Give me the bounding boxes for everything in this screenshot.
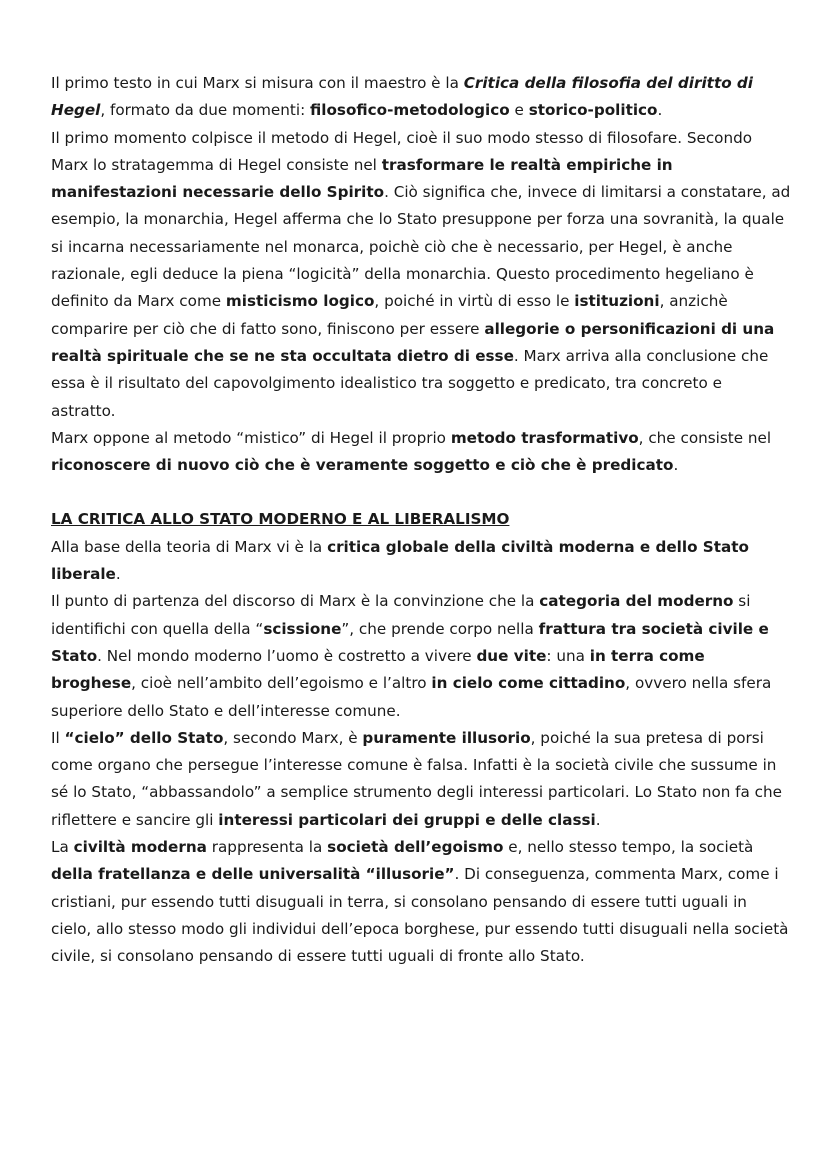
emphasis-text: storico-politico <box>528 101 658 120</box>
text-run: , secondo Marx, è <box>223 728 363 747</box>
paragraph-critique <box>51 534 791 589</box>
emphasis-text: istituzioni <box>574 292 660 311</box>
text-run: , che consiste nel <box>638 428 772 447</box>
emphasis-text: trasformare le realtà empiriche in manifestazioni necessarie dello Spirito <box>51 155 673 202</box>
text-run: La <box>51 838 74 857</box>
emphasis-text: categoria del moderno <box>539 592 734 611</box>
text-run: Alla base della teoria di Marx vi è la <box>51 537 328 556</box>
emphasis-text: riconoscere di nuovo ciò che è veramente soggetto e ciò che è predicato <box>51 456 674 475</box>
text-run: si identifichi con quella della “ <box>51 592 751 638</box>
text-run: Il primo testo in cui Marx si misura con il maestro è la <box>51 74 464 92</box>
text-run: Il punto di partenza del discorso di Marx è la convinzione che la <box>51 592 540 611</box>
text-run: . Ciò significa che, invece di limitarsi a constatare, ad esempio, la monarchia, Hegel afferma che lo Stato presuppone per forza una sovranità, la quale si incarna necessariamente nel monarca, poichè ciò che è necessario, per Hegel, è anche razionale, egli deduce la piena “logicità” della monarchia. Questo procedimento hegeliano è definito da Marx come <box>51 183 791 311</box>
text-run: . Nel mondo moderno l’uomo è costretto a vivere <box>97 646 477 665</box>
text-run: Il primo momento colpisce il metodo di Hegel, cioè il suo modo stesso di filosofare. Secondo Marx lo stratagemma di Hegel consiste nel <box>51 128 753 174</box>
text-run: , ovvero nella sfera superiore dello Stato e dell’interesse comune. <box>51 674 772 720</box>
emphasis-text: misticismo logico <box>225 292 375 311</box>
text-run: . <box>673 456 679 475</box>
emphasis-text: puramente illusorio <box>362 728 531 747</box>
emphasis-text: filosofico-metodologico <box>310 101 510 120</box>
text-run: , formato da due momenti: <box>100 101 311 120</box>
text-run: ”, che prende corpo nella <box>341 619 539 638</box>
paragraph-intro <box>51 70 791 125</box>
text-run: : una <box>546 646 590 665</box>
emphasis-text: della fratellanza e delle universalità “illusorie” <box>51 865 455 884</box>
text-run: rappresenta la <box>206 838 328 857</box>
emphasis-text: critica globale della civiltà moderna e dello Stato liberale <box>51 537 749 584</box>
text-run: . <box>595 810 601 829</box>
emphasis-text: scissione <box>263 619 342 638</box>
text-run: e <box>509 101 529 120</box>
emphasis-text: interessi particolari dei gruppi e delle classi <box>218 810 596 829</box>
text-run: e, nello stesso tempo, la società <box>503 838 754 857</box>
paragraph-scission <box>51 588 791 724</box>
text-run: . <box>115 565 121 584</box>
emphasis-text: civiltà moderna <box>73 838 207 857</box>
text-run: . Di conseguenza, commenta Marx, come i cristiani, pur essendo tutti disuguali in terra, si consolano pensando di essere tutti uguali in cielo, allo stesso modo gli individui dell’epoca borghese, pur essendo tutti disuguali nella società civile, si consolano pensando di essere tutti uguali di fronte allo Stato. <box>51 865 789 966</box>
document-page <box>51 70 791 971</box>
text-run: Marx oppone al metodo “mistico” di Hegel il proprio <box>51 428 451 447</box>
paragraph-method <box>51 125 791 425</box>
emphasis-text: “cielo” dello Stato <box>64 728 224 747</box>
text-run: . <box>657 101 663 120</box>
emphasis-text: in terra come broghese <box>51 646 705 693</box>
emphasis-text: Critica della filosofia del diritto di Hegel <box>51 74 754 120</box>
emphasis-text: società dell’egoismo <box>327 838 504 857</box>
emphasis-text: in cielo come cittadino <box>431 674 626 693</box>
emphasis-text: metodo trasformativo <box>450 428 639 447</box>
emphasis-text: frattura tra società civile e Stato <box>51 619 769 665</box>
text-run: , poiché in virtù di esso le <box>374 292 575 311</box>
paragraph-transformative <box>51 425 791 480</box>
text-run: Il <box>51 728 65 747</box>
section-gap <box>51 479 791 506</box>
paragraph-modern-civilization <box>51 834 791 970</box>
emphasis-text: allegorie o personificazioni di una realtà spirituale che se ne sta occultata dietro di esse <box>51 319 775 365</box>
text-run: , poiché la sua pretesa di porsi come organo che persegue l’interesse comune è falsa. Infatti è la società civile che sussume in sé lo Stato, “abbassandolo” a semplice strumento degli interessi particolari. Lo Stato non fa che riflettere e sancire gli <box>51 728 782 829</box>
paragraph-state-heaven <box>51 725 791 834</box>
emphasis-text: due vite <box>476 646 547 665</box>
section-heading: LA CRITICA ALLO STATO MODERNO E AL LIBERALISMO <box>51 510 510 529</box>
text-run: , cioè nell’ambito dell’egoismo e l’altro <box>131 674 432 693</box>
text-run: . Marx arriva alla conclusione che essa è il risultato del capovolgimento idealistico tra soggetto e predicato, tra concreto e astratto. <box>51 346 769 420</box>
text-run: , anzichè comparire per ciò che di fatto sono, finiscono per essere <box>51 292 728 338</box>
